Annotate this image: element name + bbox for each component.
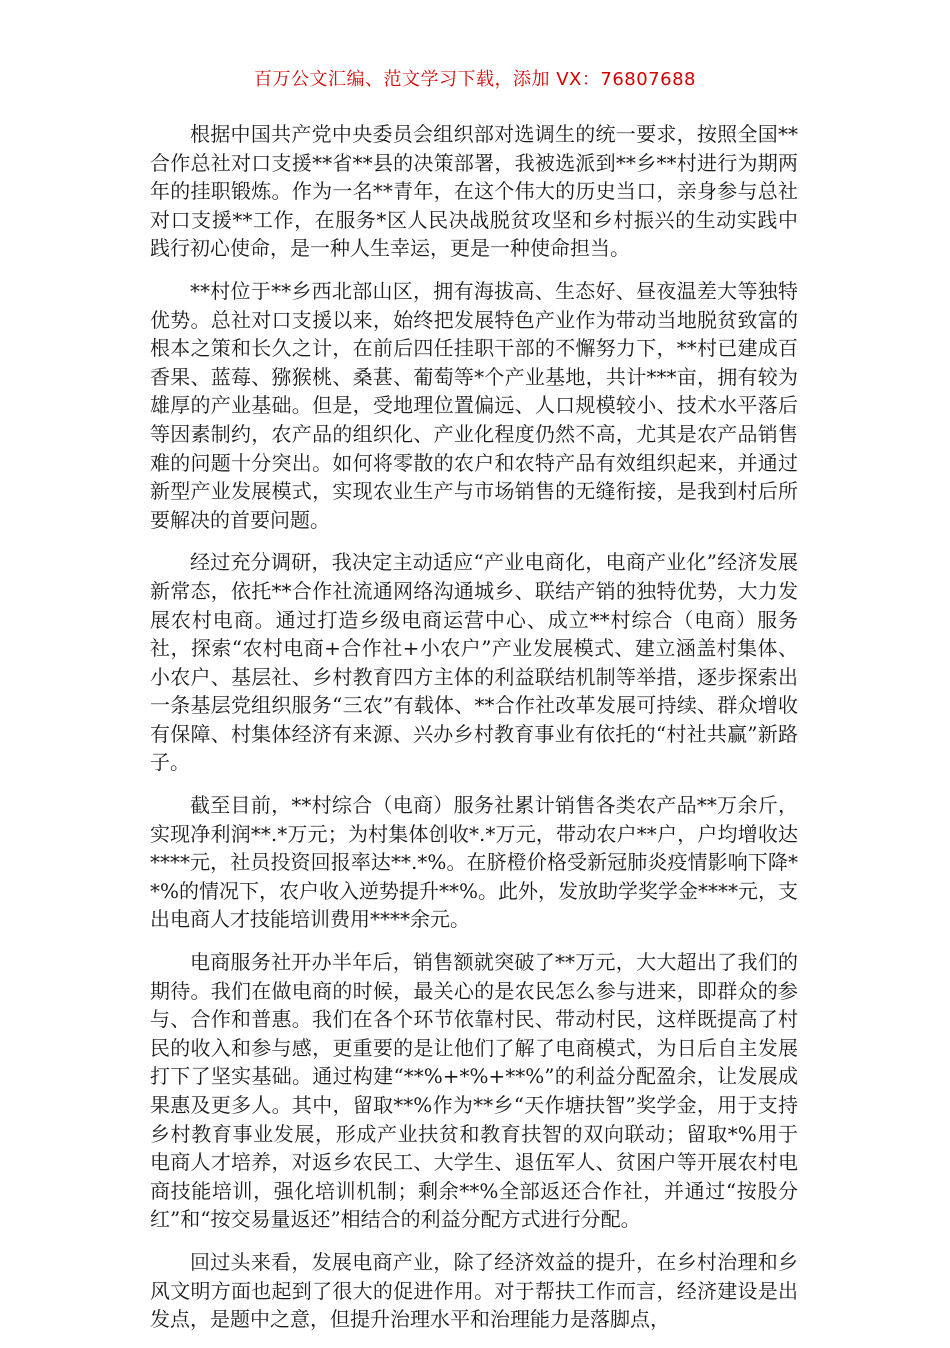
paragraph-benefit-distribution: 电商服务社开办半年后，销售额就突破了**万元，大大超出了我们的期待。我们在做电商的时候，最关心的是农民怎么参与进来，即群众的参与、合作和普惠。我们在各个环节依靠村民、带动村民，这样既提高了村民的收入和参与感，更重要的是让他们了解了电商模式，为日后自主发展打下了坚实基础。通过构建“**%+*%+**%”的利益分配盈余，让发展成果惠及更多人。其中，留取**%作为**乡“天作塘扶智”奖学金，用于支持乡村教育事业发展，形成产业扶贫和教育扶智的双向联动；留取*%用于电商人才培养，对返乡农民工、大学生、退伍军人、贫困户等开展农村电商技能培训，强化培训机制；剩余**%全部返还合作社，并通过“按股分红”和“按交易量返还”相结合的利益分配方式进行分配。 [150,950,798,1232]
paragraph-results: 截至目前，**村综合（电商）服务社累计销售各类农产品**万余斤，实现净利润**.*万元；为村集体创收*.*万元，带动农户**户，户均增收达****元，社员投资回报率达**.*%。在脐橙价格受新冠肺炎疫情影响下降**%的情况下，农户收入逆势提升**%。此外，发放助学奖学金****元，支出电商人才技能培训费用****余元。 [150,793,799,932]
paragraph-ecommerce-plan: 经过充分调研，我决定主动适应“产业电商化，电商产业化”经济发展新常态，依托**合作社流通网络沟通城乡、联结产销的独特优势，大力发展农村电商。通过打造乡级电商运营中心、成立**村综合（电商）服务社，探索“农村电商+合作社+小农户”产业发展模式、建立涵盖村集体、小农户、基层社、乡村教育四方主体的利益联结机制等举措，逐步探索出一条基层党组织服务“三农”有载体、**合作社改革发展可持续、群众增收有保障、村集体经济有来源、兴办乡村教育事业有依托的“村社共赢”新路子。 [150,550,798,775]
paragraph-village-background: **村位于**乡西北部山区，拥有海拔高、生态好、昼夜温差大等独特优势。总社对口支援以来，始终把发展特色产业作为带动当地脱贫致富的根本之策和长久之计，在前后四任挂职干部的不懈努力下，**村已建成百香果、蓝莓、猕猴桃、桑葚、葡萄等*个产业基地，共计***亩，拥有较为雄厚的产业基础。但是，受地理位置偏远、人口规模较小、技术水平落后等因素制约，农产品的组织化、产业化程度仍然不高，尤其是农产品销售难的问题十分突出。如何将零散的农户和农特产品有效组织起来，并通过新型产业发展模式，实现农业生产与市场销售的无缝衔接，是我到村后所要解决的首要问题。 [150,278,798,532]
document-body [150,120,798,1348]
paragraph-intro: 根据中国共产党中央委员会组织部对选调生的统一要求，按照全国**合作总社对口支援**省**县的决策部署，我被选派到**乡**村进行为期两年的挂职锻炼。作为一名**青年，在这个伟大的历史当口，亲身参与总社对口支援**工作，在服务*区人民决战脱贫攻坚和乡村振兴的生动实践中践行初心使命，是一种人生幸运，更是一种使命担当。 [150,122,798,261]
download-banner: 百万公文汇编、范文学习下载，添加 VX：76807688 [254,69,696,90]
paragraph-reflection: 回过头来看，发展电商产业，除了经济效益的提升，在乡村治理和乡风文明方面也起到了很大的促进作用。对于帮扶工作而言，经济建设是出发点，是题中之意，但提升治理水平和治理能力是落脚点， [150,1249,798,1332]
